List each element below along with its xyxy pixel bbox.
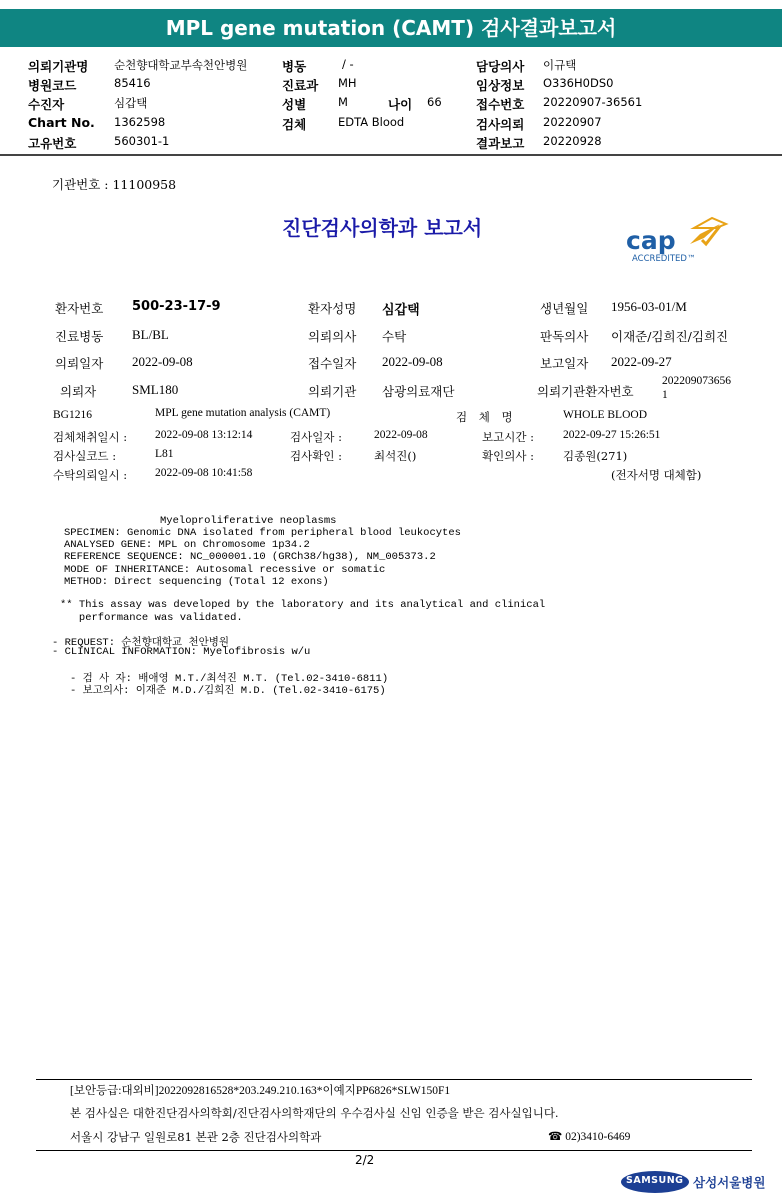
note-line: performance was validated. — [60, 612, 243, 624]
body-line: METHOD: Direct sequencing (Total 12 exons) — [64, 576, 329, 588]
test-row-value: 2022-09-08 — [374, 429, 428, 441]
field-label: 진료과 — [282, 78, 319, 93]
cap-text: cap — [626, 226, 676, 255]
test-row-label: 검체채취일시 : — [53, 430, 128, 444]
institution-number: 기관번호 : 11100958 — [52, 177, 177, 192]
field-value: 20220907-36561 — [543, 95, 643, 109]
report-title: 진단검사의학과 보고서 — [282, 216, 483, 240]
body-line: SPECIMEN: Genomic DNA isolated from peripheral blood leukocytes — [64, 527, 461, 539]
hospital-name: 삼성서울병원 — [693, 1175, 766, 1190]
field-value: MH — [338, 76, 357, 90]
patient-label: 보고일자 — [540, 356, 589, 371]
note-line: ** This assay was developed by the laboratory and its analytical and clinical — [60, 599, 546, 611]
patient-value: 2022-09-08 — [132, 354, 193, 369]
report-header-title: MPL gene mutation (CAMT) 검사결과보고서 — [0, 9, 782, 47]
test-row-value: 2022-09-08 13:12:14 — [155, 429, 253, 441]
address-text: 서울시 강남구 일원로81 본관 2층 진단검사의학과 — [70, 1130, 322, 1144]
field-label: 의뢰기관명 — [28, 59, 89, 74]
cap-accredited-logo — [620, 214, 732, 270]
field-value: / - — [342, 57, 354, 71]
header-divider — [0, 154, 782, 156]
patient-birth: 1956-03-01/M — [611, 299, 687, 314]
field-value: EDTA Blood — [338, 115, 405, 129]
patient-label: 의뢰자 — [60, 384, 97, 399]
test-row-label: 검사실코드 : — [53, 449, 117, 463]
field-label: 나이 — [388, 97, 413, 112]
body-line: ANALYSED GENE: MPL on Chromosome 1p34.2 — [64, 539, 310, 551]
test-row-label: 수탁의뢰일시 : — [53, 468, 128, 482]
test-row-value: 김종원(271) — [563, 449, 628, 463]
patient-value: 2022-09-27 — [611, 354, 672, 369]
test-row-value: L81 — [155, 448, 174, 460]
body-line: REFERENCE SEQUENCE: NC_000001.10 (GRCh38/hg38), NM_005373.2 — [64, 551, 436, 563]
test-row-label: 보고시간 : — [482, 430, 534, 444]
staff-line: - 보고의사: 이재준 M.D./김희진 M.D. (Tel.02-3410-6175) — [70, 685, 386, 697]
patient-label: 환자번호 — [55, 301, 104, 316]
patient-label: 생년월일 — [540, 301, 589, 316]
field-label: 접수번호 — [476, 97, 525, 112]
security-line: [보안등급:대외비]2022092816528*203.249.210.163*이예지PP6826*SLW150F1 — [70, 1085, 451, 1097]
field-value: 560301-1 — [114, 134, 170, 148]
field-value: 1362598 — [114, 115, 166, 129]
patient-label: 접수일자 — [308, 356, 357, 371]
staff-line: - 검 사 자: 배애영 M.T./최석진 M.T. (Tel.02-3410-6811) — [70, 673, 389, 685]
field-label: 임상정보 — [476, 78, 525, 93]
footer-divider-bottom — [36, 1150, 752, 1151]
test-name: MPL gene mutation analysis (CAMT) — [155, 407, 331, 419]
test-row-label: 검사일자 : — [290, 430, 342, 444]
patient-value: BL/BL — [132, 327, 169, 342]
test-row-label: 검사확인 : — [290, 449, 342, 463]
patient-value: 이재준/김희진/김희진 — [611, 329, 729, 344]
patient-name: 심갑택 — [382, 303, 420, 318]
field-label: 담당의사 — [476, 59, 525, 74]
patient-value: 2022-09-08 — [382, 354, 443, 369]
patient-id: 500-23-17-9 — [132, 299, 221, 314]
specimen-value: WHOLE BLOOD — [563, 409, 647, 421]
test-row-value: 최석진() — [374, 449, 417, 463]
body-line: MODE OF INHERITANCE: Autosomal recessive or somatic — [64, 564, 386, 576]
samsung-hospital-logo — [620, 1169, 766, 1195]
footer-divider-top — [36, 1079, 752, 1080]
field-value: O336H0DS0 — [543, 76, 614, 90]
patient-label: 의뢰기관환자번호 — [537, 384, 634, 399]
patient-label: 환자성명 — [308, 301, 357, 316]
field-label: Chart No. — [28, 115, 95, 130]
field-value: 순천향대학교부속천안병원 — [114, 58, 248, 72]
samsung-text: SAMSUNG — [626, 1175, 684, 1186]
phone-text: ☎ 02)3410-6469 — [548, 1131, 631, 1143]
esign-note: (전자서명 대체함) — [611, 468, 702, 482]
request-line: - CLINICAL INFORMATION: Myelofibrosis w/u — [52, 646, 311, 658]
field-value: 66 — [427, 95, 442, 109]
test-row-label: 확인의사 : — [482, 449, 534, 463]
patient-label: 판독의사 — [540, 329, 589, 344]
field-label: 고유번호 — [28, 136, 77, 151]
field-label: 병동 — [282, 59, 307, 74]
patient-value: 수탁 — [382, 329, 407, 344]
patient-label: 진료병동 — [55, 329, 104, 344]
patient-label: 의뢰기관 — [308, 384, 357, 399]
field-label: 수진자 — [28, 97, 65, 112]
field-value: 20220928 — [543, 134, 602, 148]
field-label: 성별 — [282, 97, 307, 112]
patient-value: 202209073656 — [662, 375, 731, 387]
field-value: M — [338, 95, 348, 109]
cap-accredited-text: ACCREDITED™ — [632, 254, 696, 264]
test-row-value: 2022-09-08 10:41:58 — [155, 467, 253, 479]
certification-text: 본 검사실은 대한진단검사의학회/진단검사의학재단의 우수검사실 신임 인증을 받은 검사실입니다. — [70, 1106, 559, 1120]
patient-value: 삼광의료재단 — [382, 384, 455, 399]
specimen-label: 검 체 명 — [456, 410, 513, 424]
diagnosis-heading: Myeloproliferative neoplasms — [160, 515, 337, 527]
patient-value-wrap: 1 — [662, 389, 668, 401]
patient-label: 의뢰의사 — [308, 329, 357, 344]
field-value: 이규택 — [543, 58, 577, 72]
patient-label: 의뢰일자 — [55, 356, 104, 371]
request-line: - REQUEST: 순천향대학교 천안병원 — [52, 637, 230, 649]
test-row-value: 2022-09-27 15:26:51 — [563, 429, 661, 441]
field-label: 결과보고 — [476, 136, 525, 151]
field-value: 85416 — [114, 76, 151, 90]
field-label: 검체 — [282, 117, 307, 132]
page-number: 2/2 — [355, 1153, 375, 1167]
field-label: 병원코드 — [28, 78, 77, 93]
patient-value: SML180 — [132, 382, 179, 397]
field-value: 20220907 — [543, 115, 602, 129]
field-label: 검사의뢰 — [476, 117, 525, 132]
test-code: BG1216 — [53, 409, 92, 421]
field-value: 심갑택 — [114, 96, 148, 110]
